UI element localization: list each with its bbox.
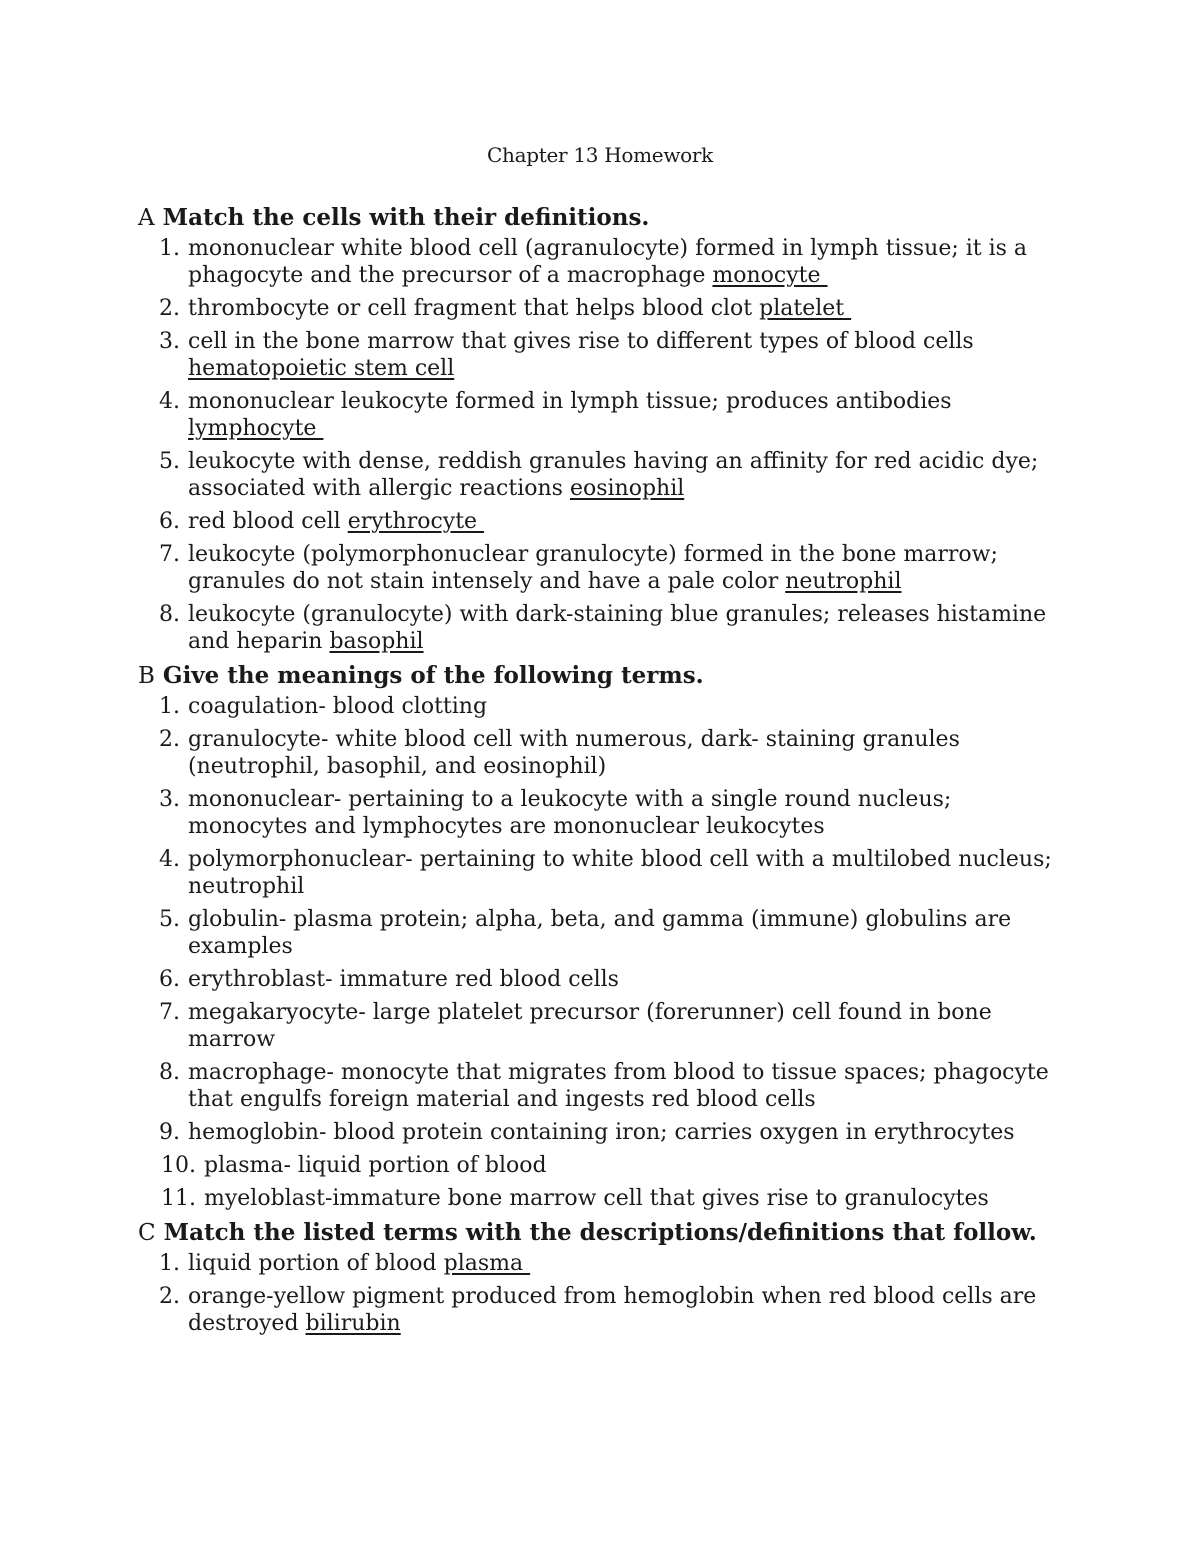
section-heading [138, 1218, 1073, 1248]
item-answer: lymphocyte [188, 416, 324, 441]
item-text: polymorphonuclear- pertaining to white blood cell with a multilobed nucleus; neutrophil [188, 847, 1052, 899]
list-item [138, 1283, 1073, 1337]
list-item [138, 295, 1073, 322]
section-heading-text: Give the meanings of the following terms. [162, 662, 704, 689]
document-title: Chapter 13 Homework [487, 143, 713, 167]
item-text: cell in the bone marrow that gives rise to different types of blood cells [188, 329, 974, 354]
section-c [138, 1218, 1073, 1337]
section-heading [138, 661, 1073, 691]
item-number: 10. [161, 1153, 196, 1178]
item-text: plasma- liquid portion of blood [204, 1153, 547, 1178]
item-number: 5. [159, 449, 180, 474]
item-text: orange-yellow pigment produced from hemoglobin when red blood cells are destroyed [188, 1284, 1037, 1336]
item-text: mononuclear leukocyte formed in lymph tissue; produces antibodies [188, 389, 952, 414]
list-item [138, 726, 1073, 780]
item-text: liquid portion of blood [188, 1251, 444, 1276]
item-number: 1. [159, 1251, 180, 1276]
list-item [138, 235, 1073, 289]
item-answer: bilirubin [305, 1311, 401, 1336]
section-b [138, 661, 1073, 1212]
item-answer: eosinophil [569, 476, 685, 501]
list-item [138, 846, 1073, 900]
list-item [138, 601, 1073, 655]
item-text: megakaryocyte- large platelet precursor (forerunner) cell found in bone marrow [188, 1000, 992, 1052]
list-item [138, 693, 1073, 720]
item-number: 4. [159, 847, 180, 872]
section-letter: C [138, 1220, 156, 1246]
list-item [138, 448, 1073, 502]
list-item [138, 906, 1073, 960]
item-text: red blood cell [188, 509, 348, 534]
item-text: leukocyte (granulocyte) with dark-staining blue granules; releases histamine and heparin [188, 602, 1047, 654]
item-text: globulin- plasma protein; alpha, beta, and gamma (immune) globulins are examples [188, 907, 1012, 959]
list-item [138, 1119, 1073, 1146]
section-c-list [138, 1250, 1073, 1337]
list-item [138, 328, 1073, 382]
list-item [138, 1185, 1073, 1212]
item-number: 3. [159, 787, 180, 812]
item-answer: erythrocyte [347, 509, 485, 534]
list-item [138, 1250, 1073, 1277]
item-answer: basophil [329, 629, 424, 654]
item-number: 2. [159, 296, 180, 321]
item-number: 8. [159, 602, 180, 627]
list-item [138, 1152, 1073, 1179]
item-number: 1. [159, 236, 180, 261]
item-answer: hematopoietic stem cell [188, 356, 455, 381]
list-item [138, 1059, 1073, 1113]
section-a [138, 203, 1073, 655]
item-text: mononuclear- pertaining to a leukocyte with a single round nucleus; monocytes and lymphocytes are mononuclear leukocytes [188, 787, 952, 839]
item-text: macrophage- monocyte that migrates from blood to tissue spaces; phagocyte that engulfs foreign material and ingests red blood cells [188, 1060, 1049, 1112]
section-letter: A [138, 205, 155, 231]
item-text: thrombocyte or cell fragment that helps blood clot [188, 296, 760, 321]
item-answer: monocyte [712, 263, 828, 288]
section-heading-text: Match the cells with their definitions. [162, 204, 650, 231]
item-number: 6. [159, 967, 180, 992]
list-item [138, 508, 1073, 535]
item-text: myeloblast-immature bone marrow cell that gives rise to granulocytes [204, 1186, 989, 1211]
item-number: 9. [159, 1120, 180, 1145]
list-item [138, 388, 1073, 442]
item-number: 5. [159, 907, 180, 932]
item-number: 2. [159, 1284, 180, 1309]
list-item [138, 541, 1073, 595]
list-item [138, 786, 1073, 840]
item-number: 11. [161, 1186, 196, 1211]
item-text: granulocyte- white blood cell with numerous, dark- staining granules (neutrophil, basophil, and eosinophil) [188, 727, 960, 779]
item-text: erythroblast- immature red blood cells [188, 967, 619, 992]
item-text: coagulation- blood clotting [188, 694, 488, 719]
item-number: 6. [159, 509, 180, 534]
item-number: 2. [159, 727, 180, 752]
item-number: 4. [159, 389, 180, 414]
item-number: 7. [159, 1000, 180, 1025]
item-text: leukocyte with dense, reddish granules having an affinity for red acidic dye; associated with allergic reactions [188, 449, 1039, 501]
item-answer: plasma [443, 1251, 531, 1276]
item-answer: neutrophil [785, 569, 902, 594]
section-letter: B [138, 663, 155, 689]
item-number: 1. [159, 694, 180, 719]
section-heading-text: Match the listed terms with the descriptions/definitions that follow. [163, 1219, 1037, 1246]
document-content [138, 203, 1073, 1343]
list-item [138, 999, 1073, 1053]
section-b-list [138, 693, 1073, 1212]
item-number: 3. [159, 329, 180, 354]
item-text: leukocyte (polymorphonuclear granulocyte) formed in the bone marrow; granules do not stain intensely and have a pale color [188, 542, 998, 594]
item-text: mononuclear white blood cell (agranulocyte) formed in lymph tissue; it is a phagocyte and the precursor of a macrophage [188, 236, 1028, 288]
item-number: 8. [159, 1060, 180, 1085]
section-heading [138, 203, 1073, 233]
item-number: 7. [159, 542, 180, 567]
list-item [138, 966, 1073, 993]
item-text: hemoglobin- blood protein containing iron; carries oxygen in erythrocytes [188, 1120, 1015, 1145]
section-a-list [138, 235, 1073, 655]
item-answer: platelet [759, 296, 852, 321]
